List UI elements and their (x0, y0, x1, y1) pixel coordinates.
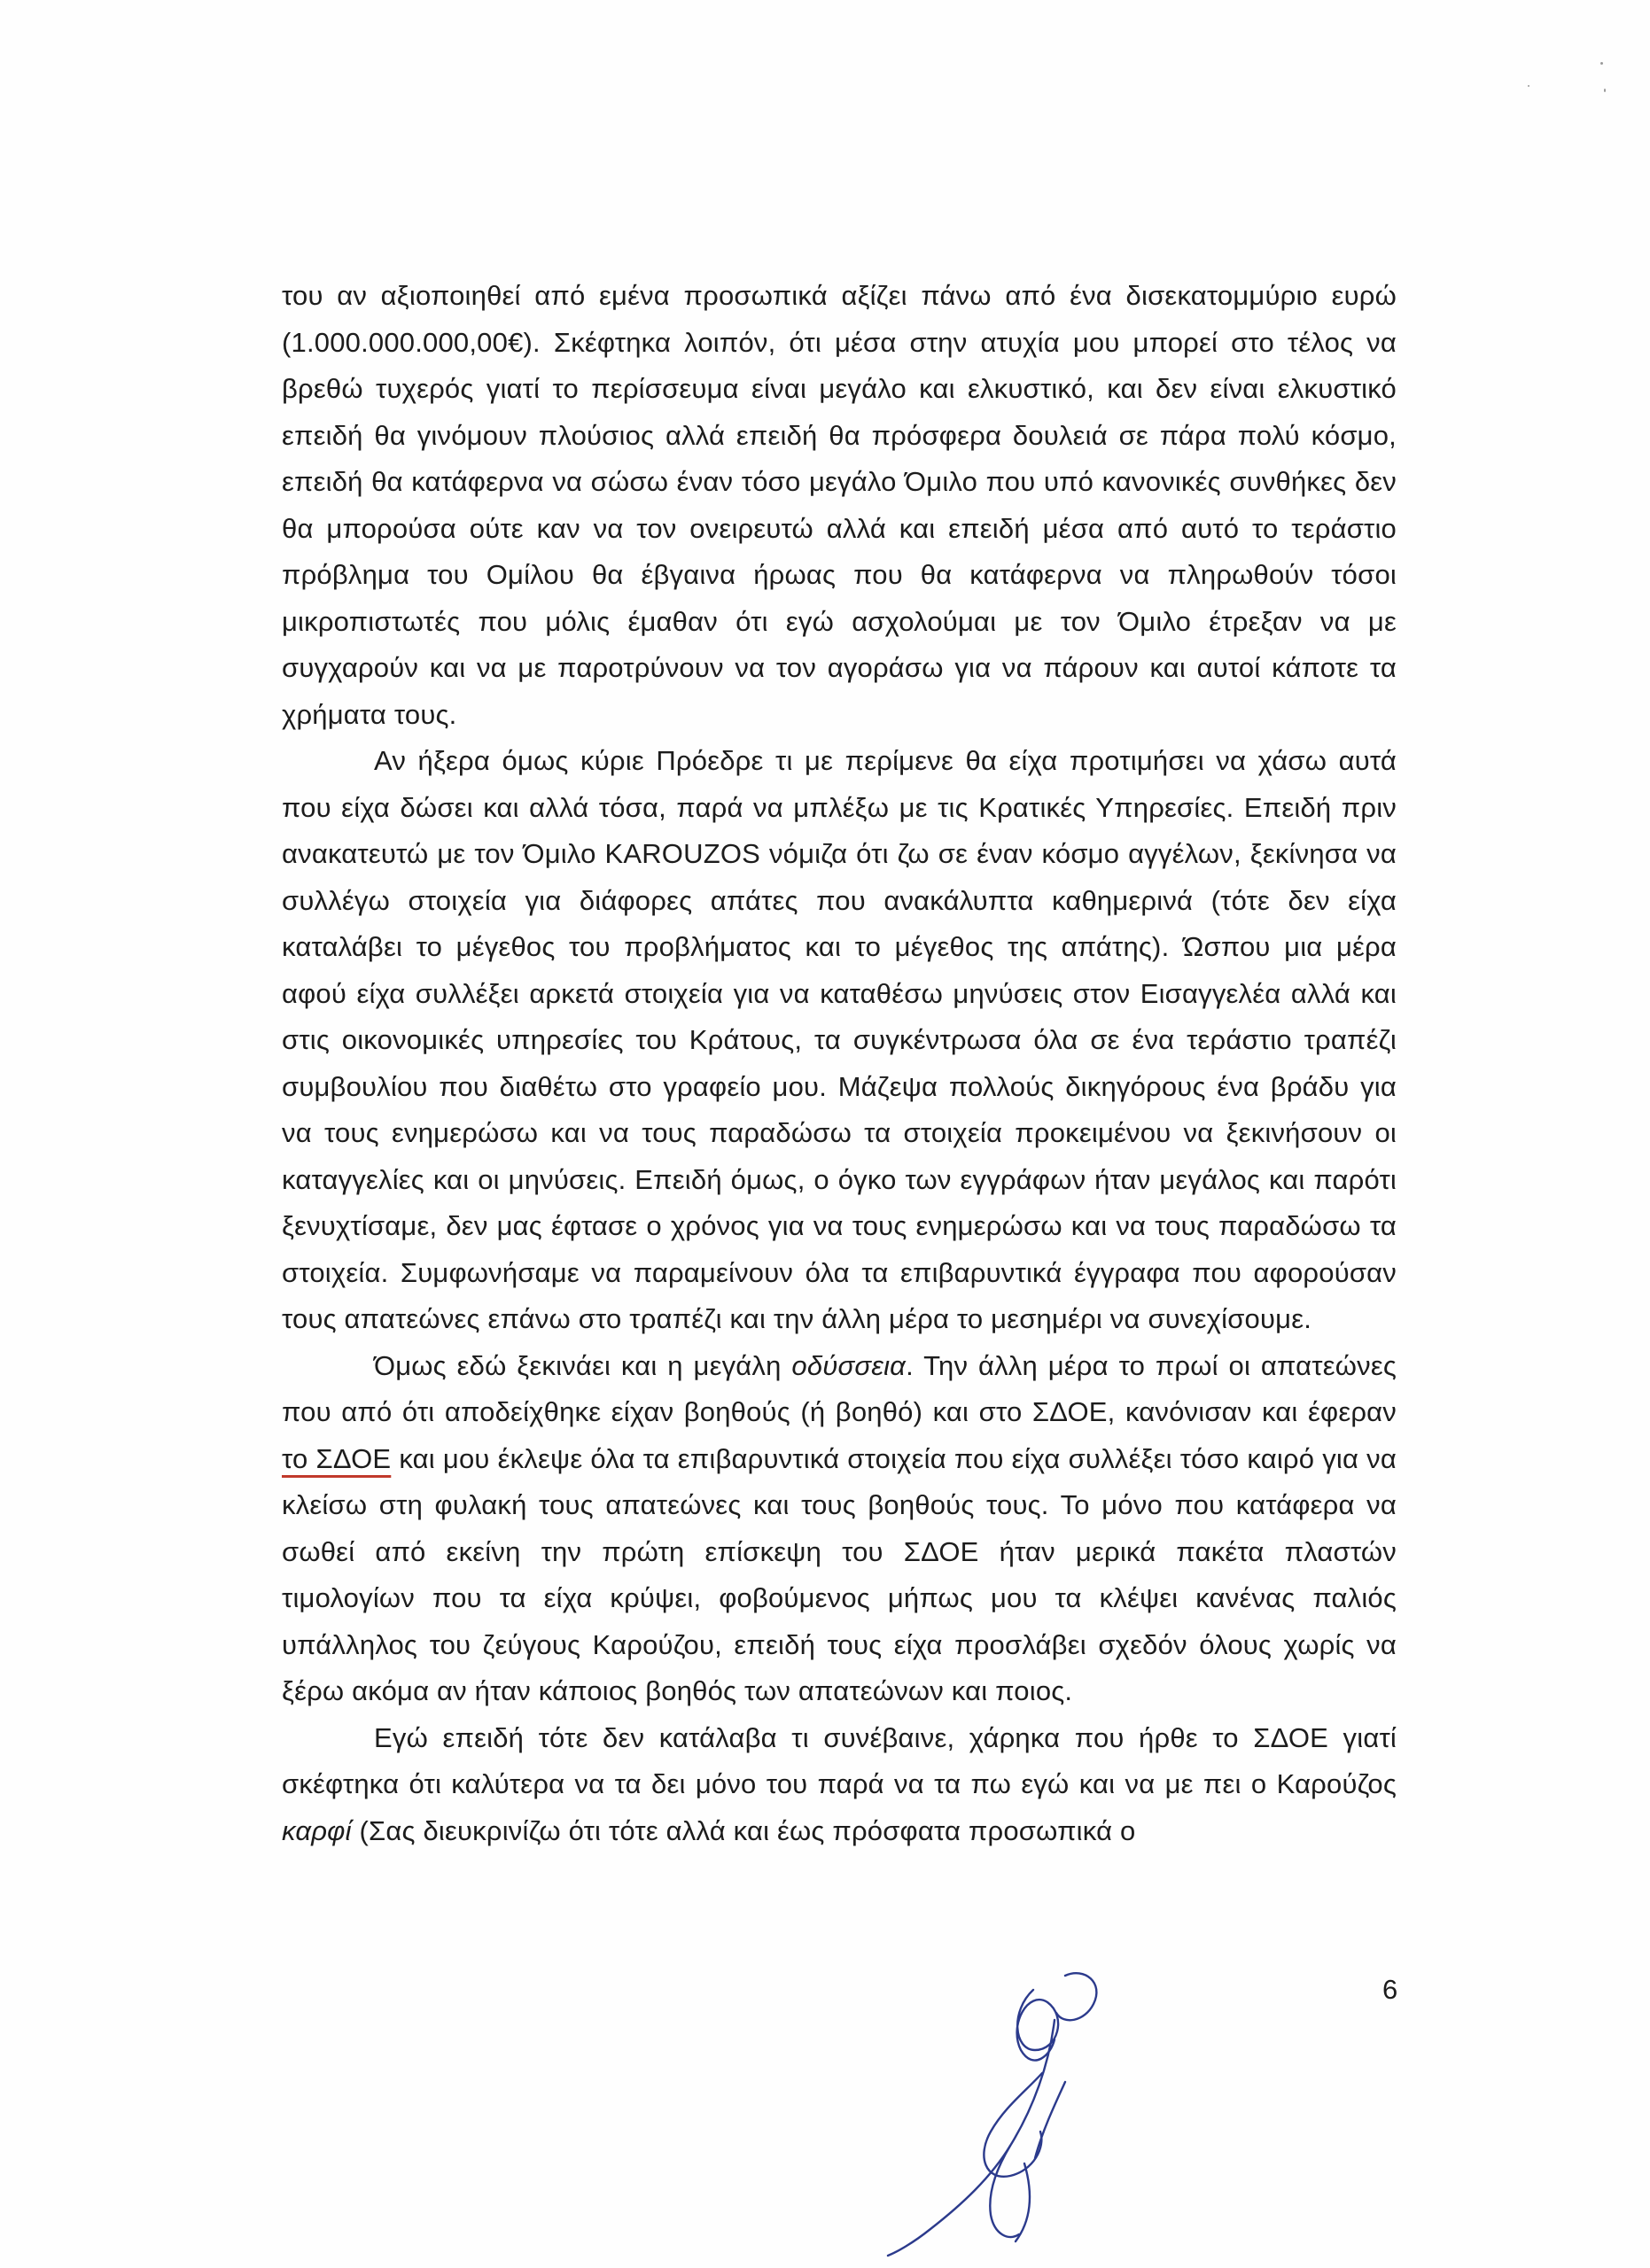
italic-text-segment: οδύσσεια (791, 1349, 907, 1381)
text-segment: και μου έκλεψε όλα τα επιβαρυντικά στοιχεία που είχα συλλέξει τόσο καιρό για να κλείσω στη φυλακή τους απατεώνες και τους βοηθούς τους. Το μόνο που κατάφερα να σωθεί από εκείνη την πρώτη επίσκεψη του ΣΔΟΕ ήταν μερικά πακέτα πλαστών τιμολογίων που τα είχα κρύψει, φοβούμενος μήπως μου τα κλέψει κανένας παλιός υπάλληλος του ζεύγους Καρούζου, επειδή τους είχα προσλάβει σχεδόν όλους χωρίς να ξέρω ακόμα αν ήταν κάποιος βοηθός των απατεώνων και ποιος. (282, 1442, 1397, 1706)
scan-speck (1600, 62, 1603, 65)
handwritten-signature (877, 1958, 1143, 2259)
letter-body (282, 273, 1397, 1854)
text-segment: του αν αξιοποιηθεί από εμένα προσωπικά αξίζει πάνω από ένα δισεκατομμύριο ευρώ (1.000.000.000,00€). Σκέφτηκα λοιπόν, ότι μέσα στην ατυχία μου μπορεί στο τέλος να βρεθώ τυχερός γιατί το περίσσευμα είναι μεγάλο και ελκυστικό, και δεν είναι ελκυστικό επειδή θα γινόμουν πλούσιος αλλά επειδή θα πρόσφερα δουλειά σε πάρα πολύ κόσμο, επειδή θα κατάφερνα να σώσω έναν τόσο μεγάλο Όμιλο που υπό κανονικές συνθήκες δεν θα μπορούσα ούτε καν να τον ονειρευτώ αλλά και επειδή μέσα από αυτό το τεράστιο πρόβλημα του Ομίλου θα έβγαινα ήρωας που θα κατάφερνα να πληρωθούν τόσοι μικροπιστωτές που μόλις έμαθαν ότι εγώ ασχολούμαι με τον Όμιλο έτρεξαν να με συγχαρούν και να με παροτρύνουν να τον αγοράσω για να πάρουν και αυτοί κάποτε τα χρήματα τους. (282, 280, 1397, 730)
paragraph (282, 738, 1397, 1343)
text-segment: Εγώ επειδή τότε δεν κατάλαβα τι συνέβαινε, χάρηκα που ήρθε το ΣΔΟΕ γιατί σκέφτηκα ότι καλύτερα να τα δει μόνο του παρά να τα πω εγώ και να με πει ο Καρούζος (282, 1721, 1397, 1799)
pen-underlined-text: το ΣΔΟΕ (282, 1442, 392, 1474)
text-segment: (Σας διευκρινίζω ότι τότε αλλά και έως πρόσφατα προσωπικά ο (351, 1814, 1136, 1846)
paragraph (282, 1343, 1397, 1715)
scan-speck (1528, 85, 1529, 87)
text-segment: . Την άλλη μέρα το πρωί οι απατεώνες που από ότι αποδείχθηκε είχαν βοηθούς (ή βοηθό) και στο ΣΔΟΕ, κανόνισαν και έφεραν (282, 1349, 1397, 1427)
paragraph (282, 273, 1397, 738)
scan-speck (1604, 89, 1606, 92)
text-segment: Αν ήξερα όμως κύριε Πρόεδρε τι με περίμενε θα είχα προτιμήσει να χάσω αυτά που είχα δώσει και αλλά τόσα, παρά να μπλέξω με τις Κρατικές Υπηρεσίες. Επειδή πριν ανακατευτώ με τον Όμιλο KAROUZOS νόμιζα ότι ζω σε έναν κόσμο αγγέλων, ξεκίνησα να συλλέγω στοιχεία για διάφορες απάτες που ανακάλυπτα καθημερινά (τότε δεν είχα καταλάβει το μέγεθος του προβλήματος και το μέγεθος της απάτης). Ώσπου μια μέρα αφού είχα συλλέξει αρκετά στοιχεία για να καταθέσω μηνύσεις στον Εισαγγελέα αλλά και στις οικονομικές υπηρεσίες του Κράτους, τα συγκέντρωσα όλα σε ένα τεράστιο τραπέζι συμβουλίου που διαθέτω στο γραφείο μου. Μάζεψα πολλούς δικηγόρους ένα βράδυ για να τους ενημερώσω και να τους παραδώσω τα στοιχεία προκειμένου να ξεκινήσουν οι καταγγελίες και οι μηνύσεις. Επειδή όμως, ο όγκο των εγγράφων ήταν μεγάλος και παρότι ξενυχτίσαμε, δεν μας έφτασε ο χρόνος για να τους ενημερώσω και να τους παραδώσω τα στοιχεία. Συμφωνήσαμε να παραμείνουν όλα τα επιβαρυντικά έγγραφα που αφορούσαν τους απατεώνες επάνω στο τραπέζι και την άλλη μέρα το μεσημέρι να συνεχίσουμε. (282, 745, 1397, 1334)
page-number: 6 (1382, 1974, 1398, 2005)
paragraph (282, 1715, 1397, 1855)
italic-text-segment: καρφί (282, 1814, 352, 1846)
text-segment: Όμως εδώ ξεκινάει και η μεγάλη (374, 1349, 792, 1381)
